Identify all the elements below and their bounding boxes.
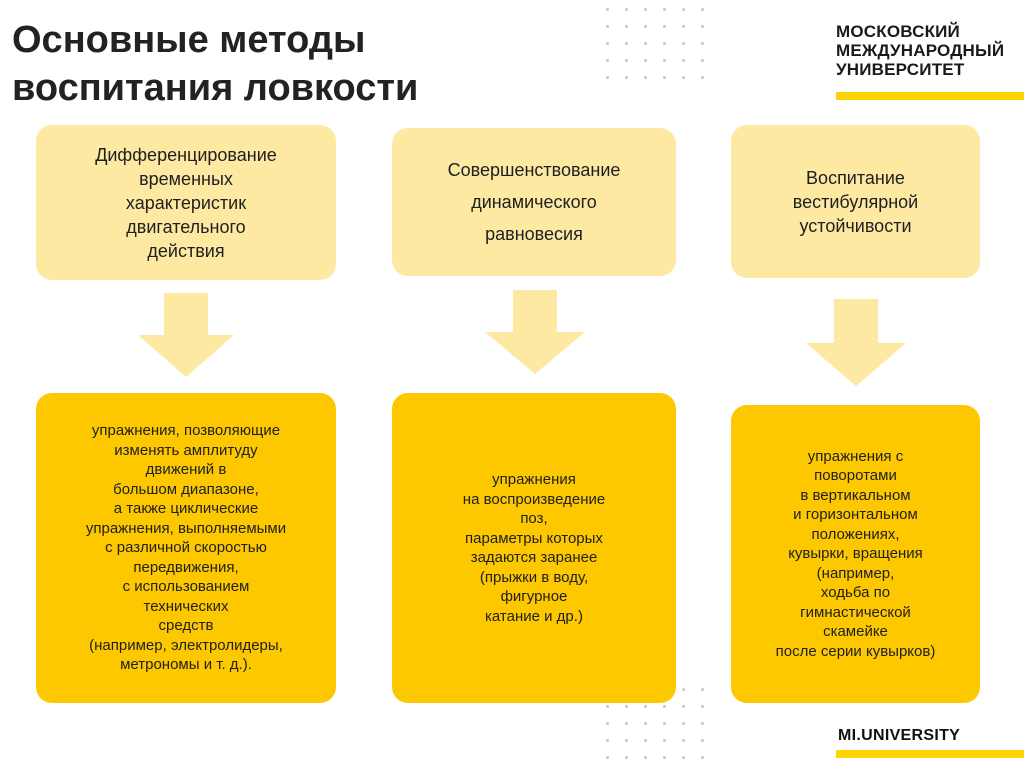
logo-accent-bar xyxy=(836,92,1024,100)
method-2-detail-line: катание и др.) xyxy=(485,607,583,625)
decorative-dot xyxy=(682,756,685,759)
university-logo xyxy=(836,22,1004,79)
decorative-dot xyxy=(682,25,685,28)
decorative-dot xyxy=(606,59,609,62)
decorative-dot xyxy=(682,8,685,11)
decorative-dot xyxy=(644,739,647,742)
down-arrow-icon xyxy=(483,290,587,375)
decorative-dot xyxy=(606,705,609,708)
decorative-dot xyxy=(682,42,685,45)
decorative-dot xyxy=(625,76,628,79)
decorative-dot xyxy=(663,705,666,708)
decorative-dot xyxy=(644,59,647,62)
logo-line-3: УНИВЕРСИТЕТ xyxy=(836,60,965,79)
decorative-dot xyxy=(663,42,666,45)
method-3-detail-line: после серии кувырков) xyxy=(775,642,936,660)
method-3-heading-box xyxy=(731,125,980,278)
method-1-detail-line: (например, электролидеры, xyxy=(89,636,283,654)
method-3-detail-line: скамейке xyxy=(823,623,888,641)
method-3-detail-line: ходьба по xyxy=(820,584,891,602)
decorative-dot xyxy=(625,59,628,62)
method-2-detail-line: параметры которых xyxy=(465,529,603,547)
decorative-dot xyxy=(663,59,666,62)
decorative-dot xyxy=(663,8,666,11)
decorative-dot xyxy=(682,705,685,708)
method-1-detail-line: упражнения, позволяющие xyxy=(91,422,281,440)
method-1-heading-line: временных xyxy=(139,168,233,189)
footer-brand: MI.UNIVERSITY xyxy=(838,727,961,744)
method-3-detail-line: в вертикальном xyxy=(800,486,911,504)
down-arrow-icon xyxy=(804,299,908,387)
decorative-dots-top xyxy=(606,8,716,83)
footer-accent-bar xyxy=(836,750,1024,758)
method-1-detail-line: средств xyxy=(158,617,214,635)
decorative-dot xyxy=(682,739,685,742)
decorative-dot xyxy=(606,25,609,28)
decorative-dot xyxy=(701,25,704,28)
method-1-heading-line: двигательного xyxy=(126,216,246,237)
decorative-dot xyxy=(663,756,666,759)
decorative-dot xyxy=(701,59,704,62)
decorative-dot xyxy=(606,8,609,11)
decorative-dot xyxy=(644,8,647,11)
method-1-detail-line: передвижения, xyxy=(133,558,239,576)
decorative-dot xyxy=(606,739,609,742)
page-title-line-2: воспитания ловкости xyxy=(12,67,419,109)
method-1-detail-line: изменять амплитуду xyxy=(114,441,258,459)
method-2-details-box xyxy=(392,393,676,703)
method-3-detail-line: кувырки, вращения xyxy=(788,545,923,563)
method-3-heading-line: вестибулярной xyxy=(792,191,919,212)
method-3-detail-line: и горизонтальном xyxy=(793,506,918,524)
decorative-dot xyxy=(701,42,704,45)
decorative-dot xyxy=(625,705,628,708)
method-1-detail-line: упражнения, выполняемыми xyxy=(85,519,287,537)
method-1-detail-line: движений в xyxy=(145,461,227,479)
method-2-detail-line: поз, xyxy=(520,510,548,527)
method-1-heading-box xyxy=(36,125,336,280)
decorative-dot xyxy=(606,722,609,725)
decorative-dot xyxy=(701,8,704,11)
decorative-dot xyxy=(644,76,647,79)
decorative-dot xyxy=(701,722,704,725)
page-title xyxy=(12,16,418,112)
decorative-dot xyxy=(682,76,685,79)
decorative-dot xyxy=(701,76,704,79)
decorative-dot xyxy=(701,739,704,742)
decorative-dot xyxy=(701,705,704,708)
decorative-dot xyxy=(682,688,685,691)
method-2-detail-line: фигурное xyxy=(500,588,568,605)
method-1-heading-line: характеристик xyxy=(125,192,247,213)
decorative-dot xyxy=(625,722,628,725)
decorative-dot xyxy=(625,739,628,742)
decorative-dot xyxy=(606,756,609,759)
method-1-detail-line: технических xyxy=(143,597,229,615)
method-1-heading-line: Дифференцирование xyxy=(95,144,277,165)
method-3-heading-line: устойчивости xyxy=(799,215,912,236)
decorative-dot xyxy=(663,722,666,725)
method-2-heading-line: Совершенствование xyxy=(447,160,621,180)
decorative-dot xyxy=(625,756,628,759)
method-2-heading-line: равновесия xyxy=(485,224,583,244)
method-2-detail-line: на воспроизведение xyxy=(462,490,606,508)
decorative-dot xyxy=(682,722,685,725)
method-1-heading-line: действия xyxy=(147,240,225,261)
method-3-detail-line: (например, xyxy=(816,564,895,582)
method-3-detail-line: упражнения с xyxy=(807,447,904,465)
decorative-dot xyxy=(644,42,647,45)
decorative-dot xyxy=(663,739,666,742)
method-3-detail-line: поворотами xyxy=(814,467,897,485)
method-3-heading-line: Воспитание xyxy=(806,167,905,188)
method-1-detail-line: метрономы и т. д.). xyxy=(120,656,252,674)
page-title-line-1: Основные методы xyxy=(12,19,366,61)
logo-line-2: МЕЖДУНАРОДНЫЙ xyxy=(836,41,1005,60)
down-arrow-icon xyxy=(136,293,236,378)
decorative-dot xyxy=(625,25,628,28)
decorative-dot xyxy=(663,25,666,28)
decorative-dot xyxy=(606,76,609,79)
method-2-detail-line: задаются заранее xyxy=(470,549,598,566)
method-2-heading-box xyxy=(392,128,676,276)
method-1-details-box xyxy=(36,393,336,703)
decorative-dot xyxy=(701,688,704,691)
decorative-dot xyxy=(644,756,647,759)
method-1-detail-line: большом диапазоне, xyxy=(113,480,259,498)
method-1-detail-line: с различной скоростью xyxy=(105,539,267,557)
logo-line-1: МОСКОВСКИЙ xyxy=(836,22,960,41)
decorative-dot xyxy=(701,756,704,759)
decorative-dot xyxy=(644,25,647,28)
method-1-detail-line: с использованием xyxy=(122,578,250,596)
method-3-detail-line: гимнастической xyxy=(800,603,911,621)
decorative-dot xyxy=(625,8,628,11)
decorative-dot xyxy=(682,59,685,62)
method-1-detail-line: а также циклические xyxy=(113,500,259,518)
decorative-dot xyxy=(663,76,666,79)
method-2-detail-line: (прыжки в воду, xyxy=(479,568,589,586)
decorative-dot xyxy=(644,722,647,725)
decorative-dot xyxy=(606,42,609,45)
method-2-detail-line: упражнения xyxy=(492,471,576,488)
method-3-detail-line: положениях, xyxy=(811,525,900,543)
method-2-heading-line: динамического xyxy=(471,192,597,212)
method-3-details-box xyxy=(731,405,980,703)
decorative-dot xyxy=(644,705,647,708)
decorative-dot xyxy=(625,42,628,45)
